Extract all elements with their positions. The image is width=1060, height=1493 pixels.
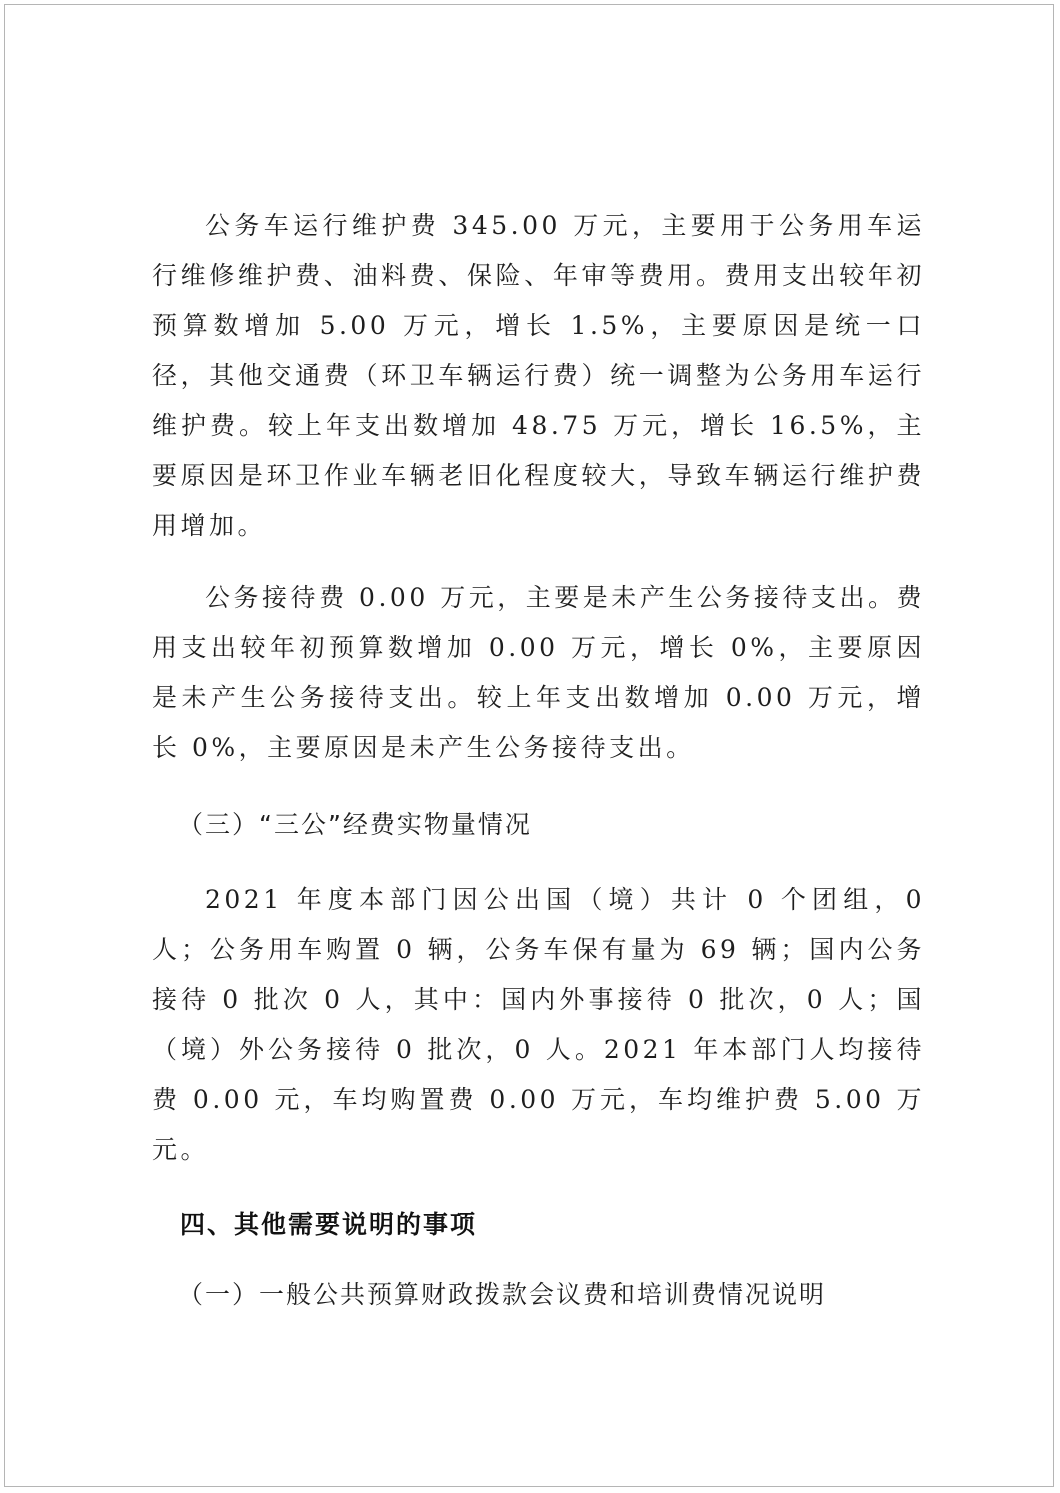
paragraph-physical-quantity: 2021 年度本部门因公出国（境）共计 0 个团组，0 人；公务用车购置 0 辆，公务车保有量为 69 辆；国内公务接待 0 批次 0 人，其中：国内外事接待 0 批次，0 人；国（境）外公务接待 0 批次，0 人。2021 年本部门人均接待费 0.00 元，车均购置费 0.00 万元，车均维护费 5.00 万元。 — [152, 885, 925, 1164]
paragraph-reception-expense: 公务接待费 0.00 万元，主要是未产生公务接待支出。费用支出较年初预算数增加 0.00 万元，增长 0%，主要原因是未产生公务接待支出。较上年支出数增加 0.00 万元，增长 0%，主要原因是未产生公务接待支出。 — [152, 583, 925, 762]
paragraph-vehicle-maintenance: 公务车运行维护费 345.00 万元，主要用于公务用车运行维修维护费、油料费、保险、年审等费用。费用支出较年初预算数增加 5.00 万元，增长 1.5%，主要原因是统一口径，其他交通费（环卫车辆运行费）统一调整为公务用车运行维护费。较上年支出数增加 48.75 万元，增长 16.5%，主要原因是环卫作业车辆老旧化程度较大，导致车辆运行维护费用增加。 — [152, 211, 925, 540]
document-body — [152, 201, 925, 1315]
subheading-meeting-training-fees: （一）一般公共预算财政拨款会议费和培训费情况说明 — [178, 1280, 827, 1309]
document-page — [4, 4, 1054, 1487]
subheading-physical-quantity: （三）“三公”经费实物量情况 — [178, 810, 532, 839]
section-heading-other-matters: 四、其他需要说明的事项 — [180, 1210, 478, 1239]
